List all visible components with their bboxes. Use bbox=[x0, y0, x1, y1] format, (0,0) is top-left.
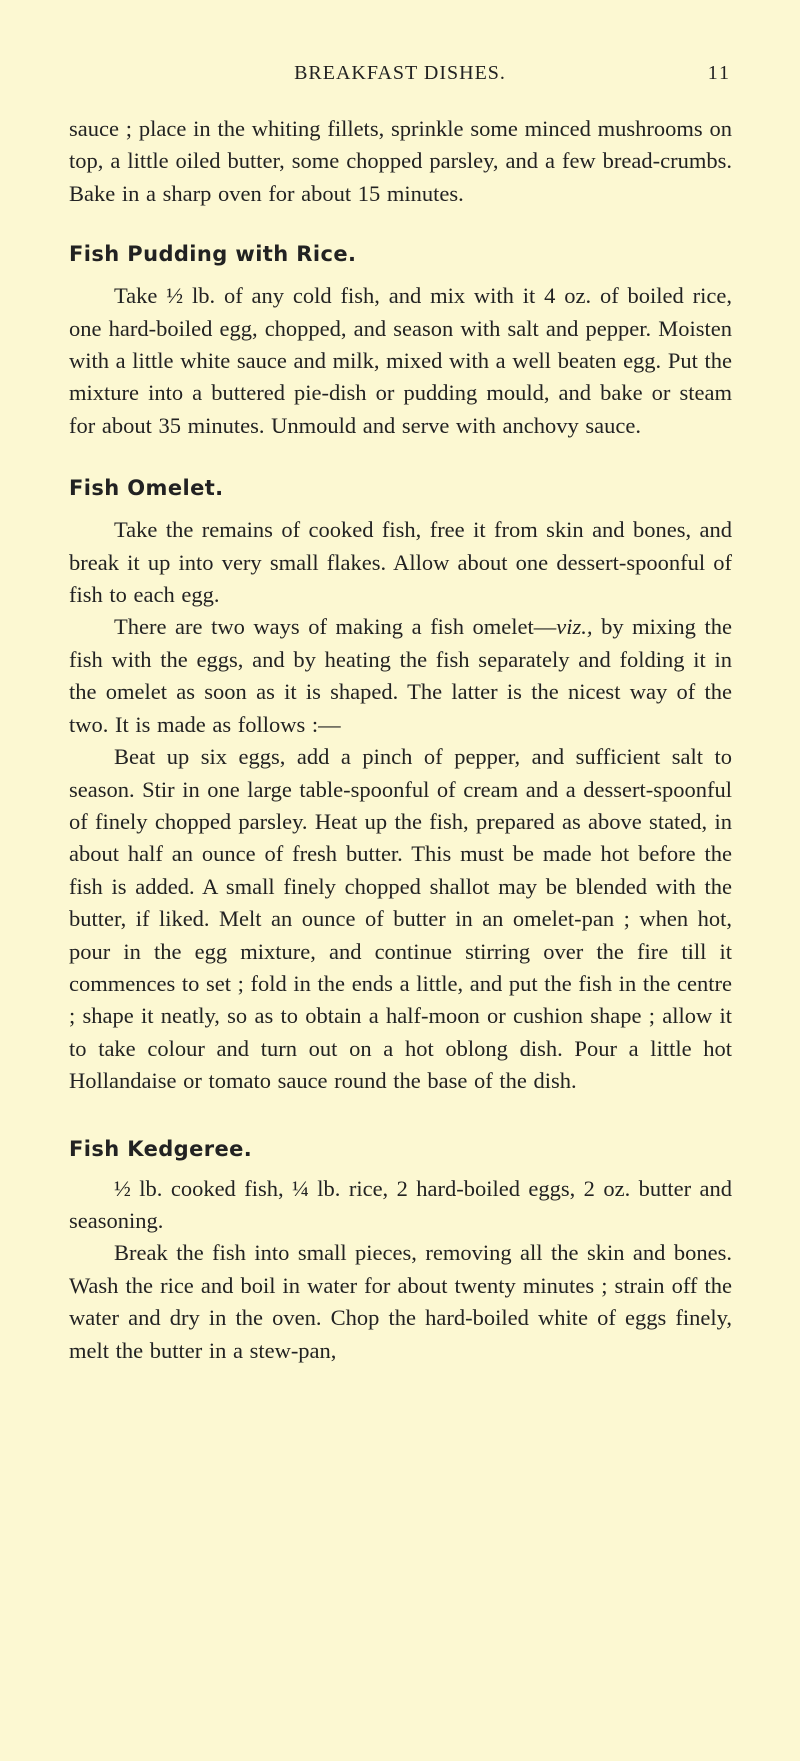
running-title: BREAKFAST DISHES. bbox=[294, 62, 506, 84]
omelet-ways-rest: by mixing the fish with the eggs, and by heating the fish separately and folding it in the omelet as soon as it is shaped. The latter is the nicest way of the two. It is made as follows :— bbox=[69, 614, 732, 737]
running-header bbox=[69, 62, 731, 92]
fish-omelet-paragraph-1: Take the remains of cooked fish, free it from skin and bones, and break it up into very small flakes. Allow about one dessert-spoonful of fish to each egg. bbox=[69, 517, 732, 608]
kedgeree-ingredients: ½ lb. cooked fish, ¼ lb. rice, 2 hard-boiled eggs, 2 oz. butter and seasoning. bbox=[69, 1175, 732, 1233]
heading-fish-pudding-with-rice: Fish Pudding with Rice. bbox=[69, 242, 357, 267]
fish-pudding-paragraph: Take ½ lb. of any cold fish, and mix with it 4 oz. of boiled rice, one hard-boiled egg, chopped, and season with salt and pepper. Moisten with a little white sauce and milk, mixed with a well beaten egg. Put the mixture into a buttered pie-dish or pudding mould, and bake or steam for about 35 minutes. Unmould and serve with anchovy sauce. bbox=[69, 283, 732, 438]
omelet-ways-text: There are two ways of making a fish omelet— bbox=[114, 614, 557, 640]
viz-abbrev: viz., bbox=[556, 614, 593, 640]
fish-omelet-paragraph-3: Beat up six eggs, add a pinch of pepper, and sufficient salt to season. Stir in one large table-spoonful of cream and a dessert-spoonful of finely chopped parsley. Heat up the fish, prepared as above stated, in about half an ounce of fresh butter. This must be made hot before the fish is added. A small finely chopped shallot may be blended with the butter, if liked. Melt an ounce of butter in an omelet-pan ; when hot, pour in the egg mixture, and continue stirring over the fire till it commences to set ; fold in the ends a little, and put the fish in the centre ; shape it neatly, so as to obtain a half-moon or cushion shape ; allow it to take colour and turn out on a hot oblong dish. Pour a little hot Hollandaise or tomato sauce round the base of the dish. bbox=[69, 744, 732, 1094]
fish-omelet-paragraph-2 bbox=[69, 611, 732, 741]
page-body bbox=[69, 113, 732, 1367]
heading-fish-kedgeree: Fish Kedgeree. bbox=[69, 1136, 253, 1161]
intro-paragraph: sauce ; place in the whiting fillets, sprinkle some minced mushrooms on top, a little oiled butter, some chopped parsley, and a few bread-crumbs. Bake in a sharp oven for about 15 minutes. bbox=[69, 116, 732, 206]
kedgeree-method: Break the fish into small pieces, removing all the skin and bones. Wash the rice and boil in water for about twenty minutes ; strain off the water and dry in the oven. Chop the hard-boiled white of eggs finely, melt the butter in a stew-pan, bbox=[69, 1240, 732, 1363]
heading-fish-omelet: Fish Omelet. bbox=[69, 476, 224, 501]
page-number: 11 bbox=[707, 62, 731, 84]
